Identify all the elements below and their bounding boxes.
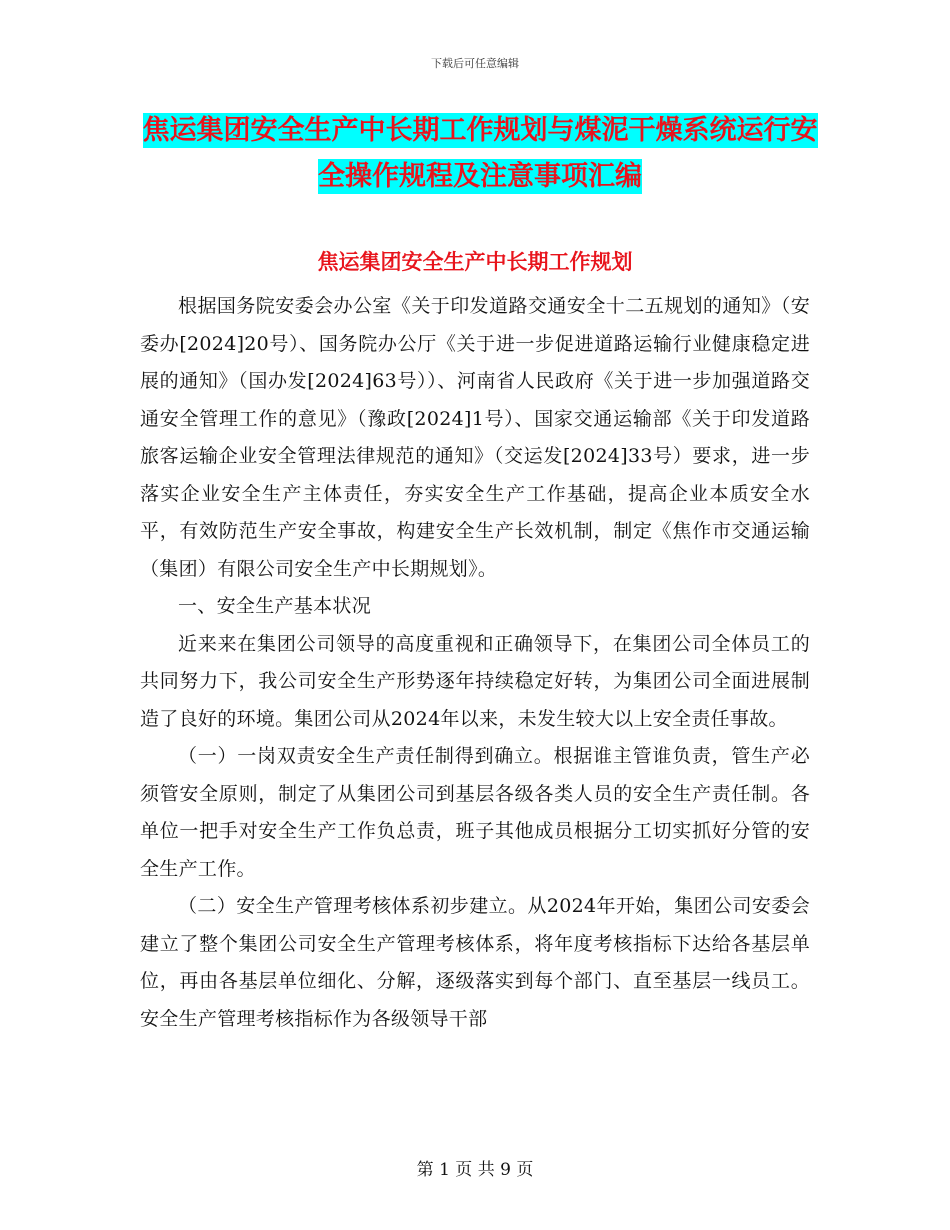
- document-body: [140, 288, 810, 1038]
- header-note: 下载后可任意编辑: [431, 57, 519, 70]
- document-title: [140, 108, 820, 200]
- paragraph-item-2: （二）安全生产管理考核体系初步建立。从2024年开始，集团公司安委会建立了整个集团公司安全生产管理考核体系，将年度考核指标下达给各基层单位，再由各基层单位细化、分解，逐级落实到每个部门、直至基层一线员工。安全生产管理考核指标作为各级领导干部: [140, 895, 810, 1030]
- page-counter: 第 1 页 共 9 页: [416, 1160, 534, 1180]
- paragraph-intro: 根据国务院安委会办公室《关于印发道路交通安全十二五规划的通知》（安委办[2024]20号）、国务院办公厅《关于进一步促进道路运输行业健康稳定进展的通知》（国办发[2024]63号））、河南省人民政府《关于进一步加强道路交通安全管理工作的意见》（豫政[2024]1号）、国家交通运输部《关于印发道路旅客运输企业安全管理法律规范的通知》（交运发[2024]33号）要求，进一步落实企业安全生产主体责任，夯实安全生产工作基础，提高企业本质安全水平，有效防范生产安全事故，构建安全生产长效机制，制定《焦作市交通运输（集团）有限公司安全生产中长期规划》。: [140, 295, 810, 580]
- paragraph-heading-1: 一、安全生产基本状况: [178, 595, 372, 617]
- document-title-text: 焦运集团安全生产中长期工作规划与煤泥干燥系统运行安全操作规程及注意事项汇编: [142, 115, 818, 192]
- paragraph-item-1: （一）一岗双责安全生产责任制得到确立。根据谁主管谁负责，管生产必须管安全原则，制定了从集团公司到基层各级各类人员的安全生产责任制。各单位一把手对安全生产工作负总责，班子其他成员根据分工切实抓好分管的安全生产工作。: [140, 745, 810, 880]
- paragraph-status: 近来来在集团公司领导的高度重视和正确领导下，在集团公司全体员工的共同努力下，我公司安全生产形势逐年持续稳定好转，为集团公司全面进展制造了良好的环境。集团公司从2024年以来，未发生较大以上安全责任事故。: [140, 632, 810, 730]
- section-title: 焦运集团安全生产中长期工作规划: [317, 250, 633, 274]
